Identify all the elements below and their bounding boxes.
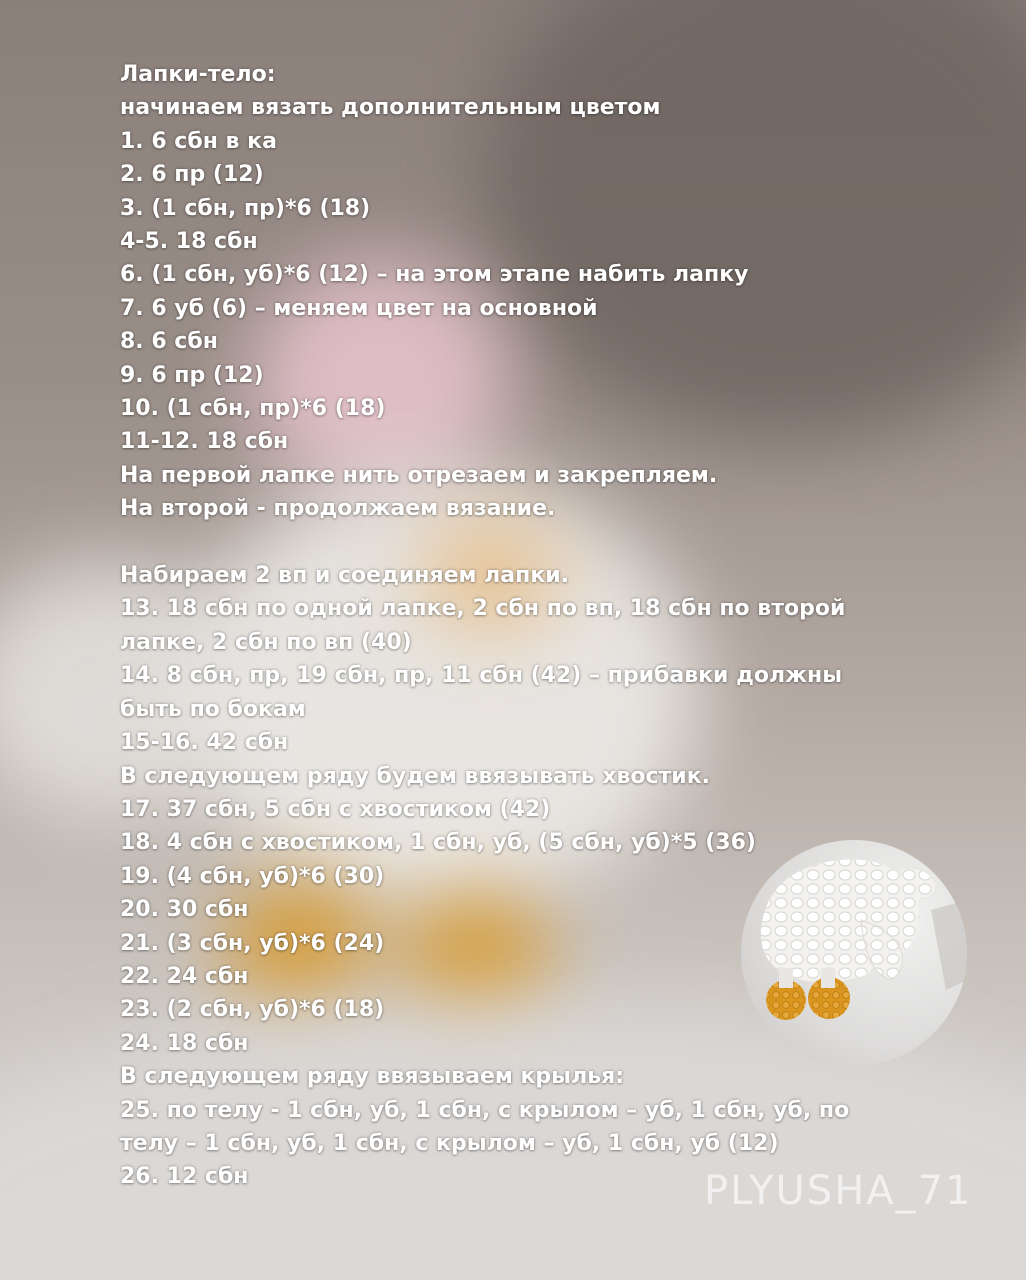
goose-body-illustration: [741, 840, 967, 1066]
recipe-line-24: 21. (3 сбн, уб)*6 (24): [120, 930, 385, 956]
recipe-line-15: Набираем 2 вп и соединяем лапки.: [120, 563, 570, 589]
recipe-line-23: 20. 30 сбн: [120, 897, 249, 923]
recipe-line-26: 23. (2 сбн, уб)*6 (18): [120, 997, 385, 1023]
recipe-line-4: 3. (1 сбн, пр)*6 (18): [120, 195, 371, 221]
recipe-line-18: 15-16. 42 сбн: [120, 730, 289, 756]
recipe-line-25: 22. 24 сбн: [120, 963, 249, 989]
watermark-text: PLYUSHA_71: [704, 1168, 973, 1214]
recipe-line-21: 18. 4 сбн с хвостиком, 1 сбн, уб, (5 сбн, уб)*5 (36): [120, 830, 756, 856]
recipe-line-3: 2. 6 пр (12): [120, 162, 264, 188]
recipe-line-9: 9. 6 пр (12): [120, 362, 264, 388]
recipe-line-11: 11-12. 18 сбн: [120, 429, 289, 455]
recipe-line-19: В следующем ряду будем ввязывать хвостик.: [120, 763, 711, 789]
recipe-line-1: начинаем вязать дополнительным цветом: [120, 95, 661, 121]
recipe-line-30: 26. 12 сбн: [120, 1164, 249, 1190]
recipe-line-17: 14. 8 сбн, пр, 19 сбн, пр, 11 сбн (42) – прибавки должны быть по бокам: [120, 663, 843, 722]
recipe-blank-line: [120, 526, 910, 559]
recipe-line-20: 17. 37 сбн, 5 сбн с хвостиком (42): [120, 796, 551, 822]
recipe-line-12: На первой лапке нить отрезаем и закрепляем.: [120, 462, 718, 488]
recipe-line-5: 4-5. 18 сбн: [120, 229, 258, 255]
recipe-line-6: 6. (1 сбн, уб)*6 (12) – на этом этапе набить лапку: [120, 262, 749, 288]
recipe-line-7: 7. 6 уб (6) – меняем цвет на основной: [120, 295, 598, 321]
recipe-line-10: 10. (1 сбн, пр)*6 (18): [120, 396, 386, 422]
recipe-line-8: 8. 6 сбн: [120, 329, 218, 355]
recipe-line-0: Лапки-тело:: [120, 62, 276, 87]
recipe-line-29: 25. по телу - 1 сбн, уб, 1 сбн, с крылом – уб, 1 сбн, уб, по телу – 1 сбн, уб, 1 сбн, с крылом – уб, 1 сбн, уб (12): [120, 1097, 850, 1156]
recipe-line-22: 19. (4 сбн, уб)*6 (30): [120, 863, 385, 889]
recipe-line-2: 1. 6 сбн в ка: [120, 128, 277, 154]
recipe-line-13: На второй - продолжаем вязание.: [120, 496, 556, 522]
recipe-line-27: 24. 18 сбн: [120, 1030, 249, 1056]
recipe-line-28: В следующем ряду ввязываем крылья:: [120, 1064, 625, 1090]
goose-body-thumbnail: [741, 840, 967, 1066]
recipe-line-16: 13. 18 сбн по одной лапке, 2 сбн по вп, 18 сбн по второй лапке, 2 сбн по вп (40): [120, 596, 846, 655]
